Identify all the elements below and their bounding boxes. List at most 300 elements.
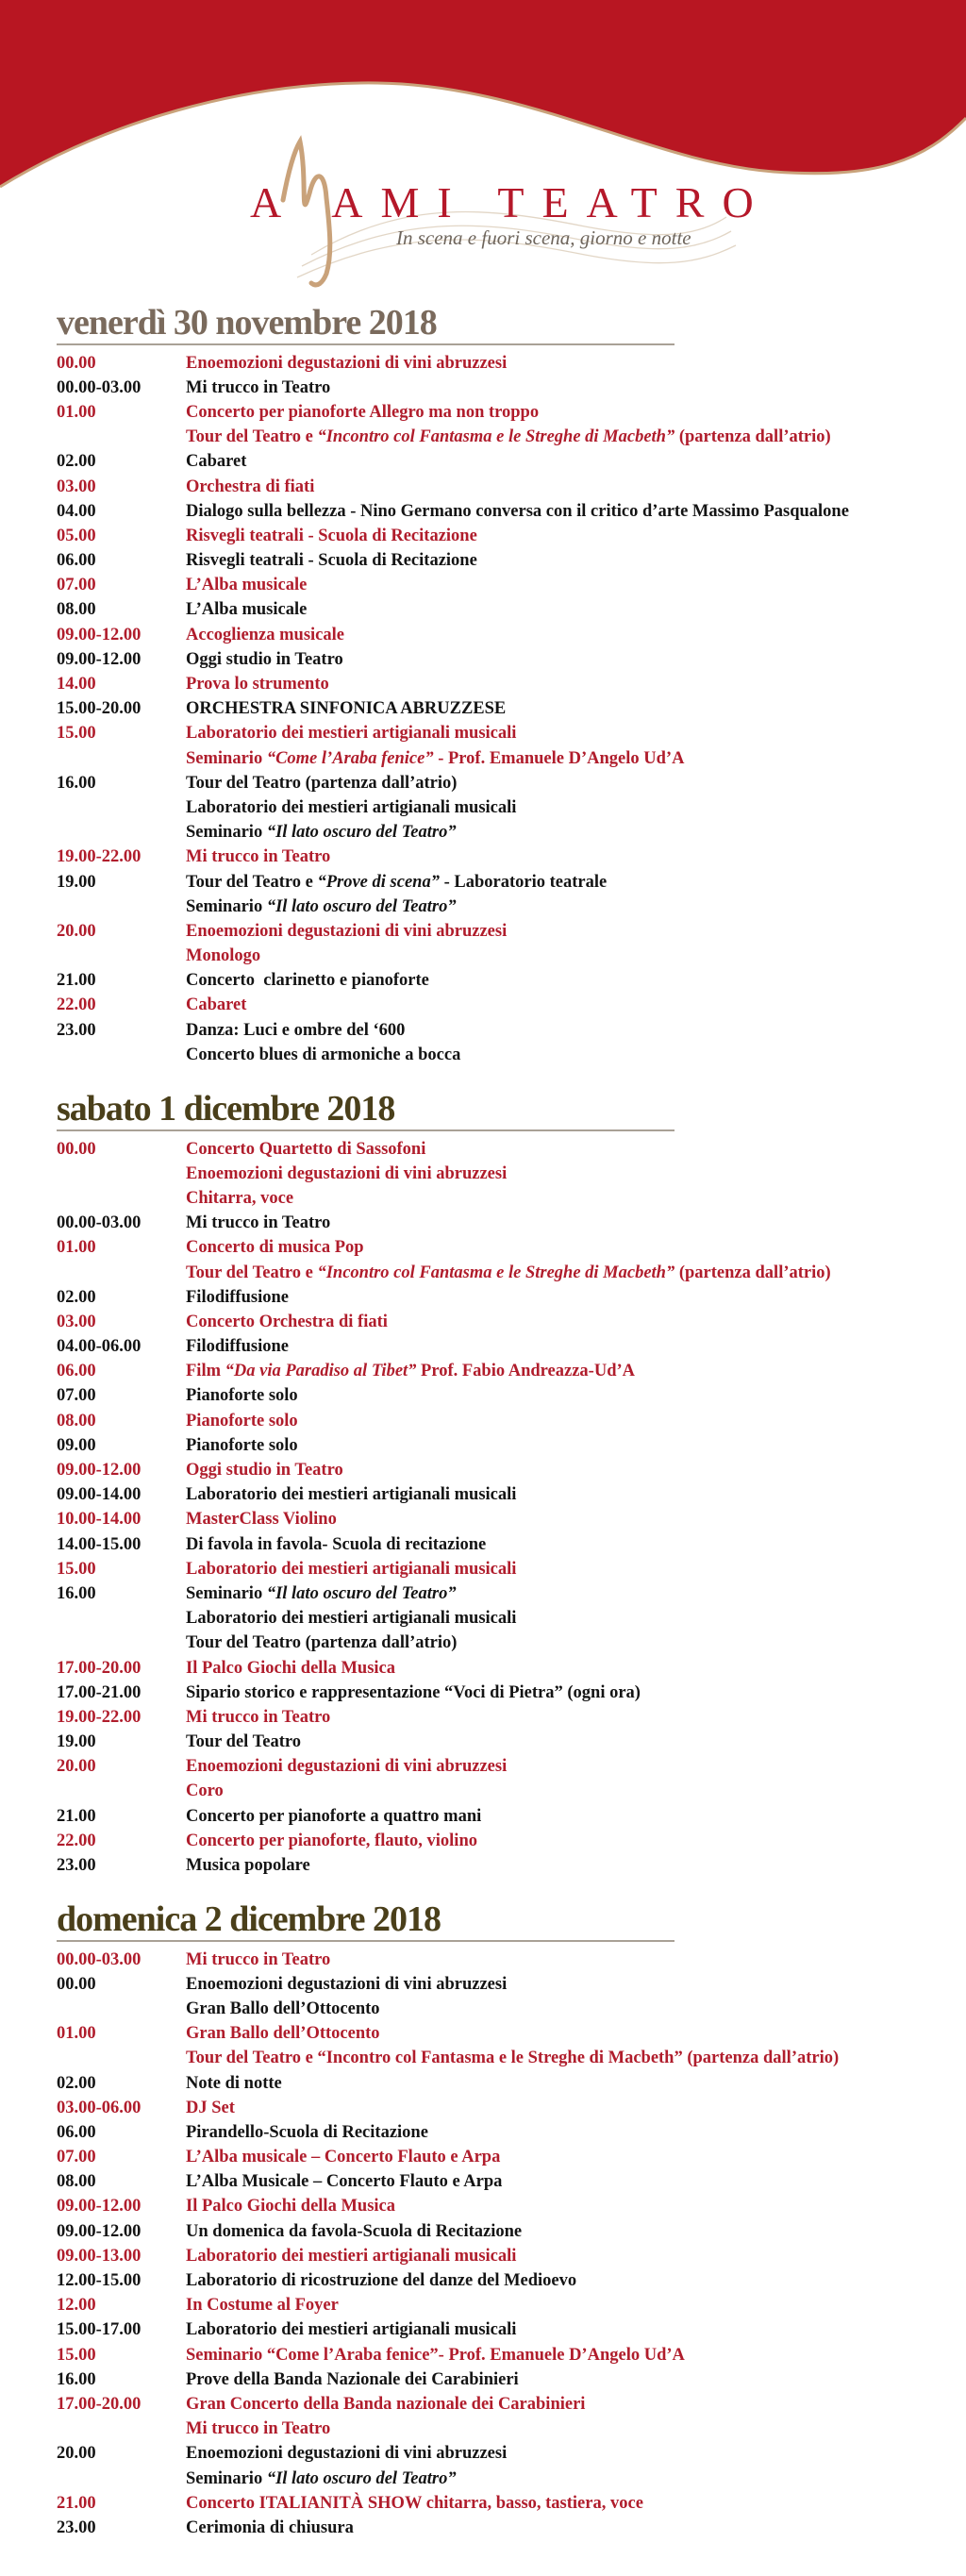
event-title xyxy=(186,477,314,497)
event-title-text: Gran Ballo dell’Ottocento xyxy=(186,1999,380,2018)
event-title xyxy=(186,995,246,1015)
schedule-row xyxy=(57,2318,906,2343)
day-heading: domenica 2 dicembre 2018 xyxy=(57,1899,441,1939)
event-title-text: Laboratorio dei mestieri artigianali musicali xyxy=(186,2246,517,2266)
schedule-row xyxy=(57,1212,906,1236)
event-title-text: Orchestra di fiati xyxy=(186,477,315,496)
event-title-text: L’Alba Musicale – Concerto Flauto e Arpa xyxy=(186,2172,503,2192)
event-title-text: Un domenica da favola-Scuola di Recitazione xyxy=(186,2221,523,2241)
schedule-row xyxy=(57,499,906,524)
schedule-row xyxy=(57,1043,906,1067)
event-title xyxy=(186,2494,643,2514)
event-title-text: Enoemozioni degustazioni di vini abruzzesi xyxy=(186,1974,508,1994)
event-title xyxy=(186,675,329,694)
event-title xyxy=(186,2296,339,2316)
event-title xyxy=(186,1263,831,1283)
schedule-row xyxy=(57,1433,906,1458)
event-title-text: Cerimonia di chiusura xyxy=(186,2517,354,2537)
event-title-text: Mi trucco in Teatro xyxy=(186,847,331,867)
schedule-row xyxy=(57,2195,906,2219)
schedule-row xyxy=(57,647,906,672)
event-title xyxy=(186,2419,330,2439)
schedule-row xyxy=(57,2491,906,2516)
event-title xyxy=(186,527,477,546)
event-title xyxy=(186,650,343,670)
schedule-row xyxy=(57,1972,906,1997)
event-title xyxy=(186,897,457,917)
event-title xyxy=(186,2148,500,2167)
schedule-row xyxy=(57,1681,906,1705)
event-title-suffix: - Prof. Emanuele D’Angelo Ud’A xyxy=(433,748,685,768)
event-time: 19.00 xyxy=(57,1732,96,1752)
day-section-sabato xyxy=(57,1088,906,1879)
event-title xyxy=(186,873,607,893)
event-title-text: ORCHESTRA SINFONICA ABRUZZESE xyxy=(186,699,507,719)
event-title-text: Risvegli teatrali - Scuola di Recitazione xyxy=(186,526,477,545)
event-title xyxy=(186,427,831,447)
event-title xyxy=(186,1313,388,1332)
event-time: 02.00 xyxy=(57,2073,96,2093)
event-title-text: Concerto ITALIANITÀ SHOW chitarra, basso, tastiera, voce xyxy=(186,2493,643,2513)
schedule-row xyxy=(57,450,906,475)
schedule-row xyxy=(57,1508,906,1532)
event-title xyxy=(186,2346,685,2366)
schedule-row xyxy=(57,1581,906,1606)
event-title-text: Pianoforte solo xyxy=(186,1435,298,1455)
event-title-quote: “Da via Paradiso al Tibet” xyxy=(225,1362,417,1381)
event-time: 15.00 xyxy=(57,2345,96,2365)
event-title-text: Concerto per pianoforte a quattro mani xyxy=(186,1806,482,1826)
schedule-row xyxy=(57,1310,906,1334)
event-title xyxy=(186,2444,507,2464)
schedule-row xyxy=(57,1186,906,1211)
schedule-row xyxy=(57,2219,906,2244)
day-heading: sabato 1 dicembre 2018 xyxy=(57,1089,395,1129)
event-time: 20.00 xyxy=(57,1757,96,1777)
event-title xyxy=(186,922,507,942)
schedule-row xyxy=(57,821,906,845)
event-title-text: Concerto di musica Pop xyxy=(186,1238,364,1258)
day-heading: venerdì 30 novembre 2018 xyxy=(57,303,437,343)
event-title xyxy=(186,2395,585,2415)
schedule-row xyxy=(57,2268,906,2293)
event-title xyxy=(186,1609,516,1629)
schedule-row xyxy=(57,1607,906,1631)
event-time: 08.00 xyxy=(57,600,96,620)
event-title xyxy=(186,626,344,645)
event-title xyxy=(186,1584,457,1604)
event-title xyxy=(186,1757,507,1777)
event-time: 19.00 xyxy=(57,872,96,892)
event-time: 21.00 xyxy=(57,971,96,991)
event-time: 02.00 xyxy=(57,452,96,472)
event-title-text: Enoemozioni degustazioni di vini abruzzesi xyxy=(186,1757,508,1777)
event-title xyxy=(186,1708,330,1728)
event-time: 23.00 xyxy=(57,1856,96,1876)
schedule-row xyxy=(57,1532,906,1557)
event-title xyxy=(186,1781,224,1801)
schedule-row xyxy=(57,722,906,746)
event-time: 03.00 xyxy=(57,477,96,496)
schedule-row xyxy=(57,2442,906,2467)
event-title-text: Filodiffusione xyxy=(186,1337,289,1357)
schedule-row xyxy=(57,795,906,820)
schedule-row xyxy=(57,994,906,1018)
event-title xyxy=(186,1535,486,1555)
event-title xyxy=(186,2370,519,2390)
event-time: 19.00-22.00 xyxy=(57,1707,142,1727)
event-title-text: Di favola in favola- Scuola di recitazione xyxy=(186,1534,487,1554)
event-title-text: Dialogo sulla bellezza - Nino Germano conversa con il critico d’arte Massimo Pasqualone xyxy=(186,501,849,521)
schedule-row xyxy=(57,1483,906,1508)
event-title-text: Laboratorio dei mestieri artigianali musicali xyxy=(186,1559,517,1579)
event-time: 16.00 xyxy=(57,2369,96,2389)
event-title-text: Tour del Teatro (partenza dall’atrio) xyxy=(186,1633,458,1653)
event-title xyxy=(186,1337,289,1357)
schedule-row xyxy=(57,623,906,647)
schedule-row xyxy=(57,2071,906,2096)
event-title-text: Filodiffusione xyxy=(186,1287,289,1307)
event-title-text: Gran Ballo dell’Ottocento xyxy=(186,2024,380,2044)
event-title xyxy=(186,2197,395,2216)
event-title-text: Mi trucco in Teatro xyxy=(186,1213,331,1233)
event-title-text: Enoemozioni degustazioni di vini abruzzesi xyxy=(186,1163,508,1183)
schedule-row xyxy=(57,1656,906,1681)
event-title xyxy=(186,1807,481,1827)
schedule-row xyxy=(57,574,906,598)
event-time: 02.00 xyxy=(57,1287,96,1307)
schedule-row xyxy=(57,1853,906,1878)
event-title xyxy=(186,2518,354,2538)
event-title-text: Gran Concerto della Banda nazionale dei Carabinieri xyxy=(186,2394,586,2414)
event-time: 09.00-12.00 xyxy=(57,2197,142,2216)
event-time: 07.00 xyxy=(57,1386,96,1406)
event-title xyxy=(186,354,507,374)
schedule-row xyxy=(57,2120,906,2145)
event-title-text: Seminario xyxy=(186,1583,267,1603)
event-title-text: Risvegli teatrali - Scuola di Recitazione xyxy=(186,551,477,571)
event-title-quote: “Incontro col Fantasma e le Streghe di Macbeth” xyxy=(317,1263,675,1282)
logo-title-rest: AMI TEATRO xyxy=(331,178,772,226)
event-title xyxy=(186,1560,516,1580)
schedule-row xyxy=(57,1360,906,1384)
schedule-row xyxy=(57,1236,906,1261)
event-title xyxy=(186,1999,380,2019)
event-time: 17.00-20.00 xyxy=(57,2394,142,2414)
event-title-text: Concerto per pianoforte Allegro ma non troppo xyxy=(186,402,540,422)
event-title xyxy=(186,749,684,769)
event-title xyxy=(186,699,506,719)
event-time: 14.00 xyxy=(57,675,96,694)
event-time: 12.00-15.00 xyxy=(57,2271,142,2291)
event-title xyxy=(186,1683,641,1703)
event-title-text: Enoemozioni degustazioni di vini abruzzesi xyxy=(186,921,508,941)
event-title-text: Laboratorio di ricostruzione del danze del Medioevo xyxy=(186,2271,577,2291)
event-time: 15.00-20.00 xyxy=(57,699,142,719)
event-time: 07.00 xyxy=(57,576,96,595)
event-title-text: Laboratorio dei mestieri artigianali musicali xyxy=(186,724,517,744)
schedule-row xyxy=(57,672,906,696)
event-title xyxy=(186,2247,516,2267)
event-time: 15.00 xyxy=(57,724,96,744)
event-time: 07.00 xyxy=(57,2148,96,2167)
event-time: 09.00 xyxy=(57,1435,96,1455)
event-title xyxy=(186,823,457,843)
event-time: 03.00 xyxy=(57,1312,96,1331)
event-title xyxy=(186,1436,298,1456)
event-title xyxy=(186,1975,507,1995)
event-title-text: Note di notte xyxy=(186,2073,282,2093)
schedule-row xyxy=(57,598,906,623)
event-title-text: Concerto Quartetto di Sassofoni xyxy=(186,1139,426,1159)
event-title-text: Prova lo strumento xyxy=(186,675,329,694)
schedule-row xyxy=(57,2294,906,2318)
schedule-row xyxy=(57,351,906,376)
event-title xyxy=(186,1732,301,1752)
event-title-suffix: - Laboratorio teatrale xyxy=(439,872,608,892)
event-title xyxy=(186,452,246,472)
event-title-text: Prove della Banda Nazionale dei Carabinieri xyxy=(186,2369,519,2389)
schedule-row xyxy=(57,1948,906,1972)
event-time: 08.00 xyxy=(57,1411,96,1430)
schedule-row xyxy=(57,1458,906,1482)
schedule-row xyxy=(57,1705,906,1730)
event-title-text: Accoglienza musicale xyxy=(186,625,344,644)
event-title-text: L’Alba musicale xyxy=(186,576,308,595)
event-title xyxy=(186,2469,457,2489)
schedule-row xyxy=(57,2244,906,2268)
event-title-suffix: (partenza dall’atrio) xyxy=(675,427,831,447)
event-title-text: Chitarra, voce xyxy=(186,1188,294,1208)
schedule-row xyxy=(57,845,906,870)
event-time: 06.00 xyxy=(57,551,96,571)
schedule-row xyxy=(57,870,906,895)
event-time: 09.00-12.00 xyxy=(57,1461,142,1480)
event-title xyxy=(186,600,307,620)
event-title xyxy=(186,1164,507,1184)
event-title xyxy=(186,1510,337,1530)
event-title xyxy=(186,1288,289,1308)
event-title-text: Enoemozioni degustazioni di vini abruzzesi xyxy=(186,2444,508,2464)
event-title xyxy=(186,2099,235,2118)
event-time: 17.00-21.00 xyxy=(57,1682,142,1702)
event-title-text: Oggi studio in Teatro xyxy=(186,649,343,669)
event-title-text: Laboratorio dei mestieri artigianali musicali xyxy=(186,2320,517,2340)
event-time: 09.00-12.00 xyxy=(57,2221,142,2241)
logo-title xyxy=(250,177,772,227)
schedule-row xyxy=(57,919,906,944)
event-time: 05.00 xyxy=(57,526,96,545)
event-time: 06.00 xyxy=(57,2122,96,2142)
event-time: 08.00 xyxy=(57,2172,96,2192)
event-title-quote: “Prove di scena” xyxy=(317,872,440,892)
event-time: 20.00 xyxy=(57,921,96,941)
event-time: 01.00 xyxy=(57,402,96,422)
event-time: 14.00-15.00 xyxy=(57,1534,142,1554)
header-wave-banner xyxy=(0,0,966,311)
event-title xyxy=(186,1238,364,1258)
event-title-text: Danza: Luci e ombre del ‘600 xyxy=(186,1020,406,1040)
event-title-text: Mi trucco in Teatro xyxy=(186,1949,331,1969)
schedule-row xyxy=(57,771,906,795)
event-time: 22.00 xyxy=(57,995,96,1015)
day-section-venerdi xyxy=(57,302,906,1067)
event-title xyxy=(186,2074,282,2094)
event-title-text: Concerto Orchestra di fiati xyxy=(186,1312,388,1331)
event-title xyxy=(186,378,330,398)
event-title xyxy=(186,1461,343,1480)
schedule-row xyxy=(57,426,906,450)
event-title-text: Laboratorio dei mestieri artigianali musicali xyxy=(186,797,517,817)
event-title-text: Coro xyxy=(186,1781,224,1801)
event-title-text: Tour del Teatro e xyxy=(186,427,318,447)
schedule-row xyxy=(57,2516,906,2540)
schedule-row xyxy=(57,2417,906,2442)
event-title-text: Pianoforte solo xyxy=(186,1411,298,1430)
event-title-text: Monologo xyxy=(186,946,261,966)
schedule-row xyxy=(57,969,906,994)
schedule-row xyxy=(57,1557,906,1581)
event-time: 23.00 xyxy=(57,1020,96,1040)
red-wave-shape xyxy=(0,0,966,187)
event-title xyxy=(186,2222,522,2242)
event-title xyxy=(186,1633,457,1653)
schedule-row xyxy=(57,1631,906,1656)
event-time: 21.00 xyxy=(57,1806,96,1826)
event-time: 22.00 xyxy=(57,1831,96,1850)
event-title-text: Tour del Teatro xyxy=(186,1732,302,1752)
schedule-row xyxy=(57,524,906,548)
event-time: 04.00 xyxy=(57,501,96,521)
schedule-row xyxy=(57,1755,906,1780)
schedule-row xyxy=(57,400,906,425)
schedule-row xyxy=(57,1137,906,1162)
schedule-row xyxy=(57,1829,906,1853)
schedule-row xyxy=(57,1261,906,1285)
event-title-text: Concerto clarinetto e pianoforte xyxy=(186,971,429,991)
event-time: 03.00-06.00 xyxy=(57,2098,142,2117)
event-title xyxy=(186,1140,425,1160)
event-title-text: Il Palco Giochi della Musica xyxy=(186,2197,395,2216)
event-time: 17.00-20.00 xyxy=(57,1658,142,1678)
event-time: 21.00 xyxy=(57,2493,96,2513)
event-title xyxy=(186,2024,380,2044)
event-title-quote: “Il lato oscuro del Teatro” xyxy=(266,1583,457,1603)
event-title xyxy=(186,2271,576,2291)
event-time: 00.00-03.00 xyxy=(57,377,142,397)
event-time: 06.00 xyxy=(57,1362,96,1381)
schedule-row xyxy=(57,1780,906,1804)
event-title xyxy=(186,724,516,744)
schedule-row xyxy=(57,1162,906,1186)
event-time: 12.00 xyxy=(57,2296,96,2316)
event-title xyxy=(186,946,260,966)
event-time: 00.00-03.00 xyxy=(57,1949,142,1969)
event-title-text: Seminario “Come l’Araba fenice”- Prof. Emanuele D’Angelo Ud’A xyxy=(186,2345,685,2365)
event-time: 09.00-13.00 xyxy=(57,2246,142,2266)
event-title xyxy=(186,1213,330,1233)
logo-tagline: In scena e fuori scena, giorno e notte xyxy=(396,226,691,249)
event-title xyxy=(186,1045,460,1065)
event-title xyxy=(186,971,429,991)
schedule-row xyxy=(57,746,906,771)
event-title xyxy=(186,1362,635,1381)
event-time: 23.00 xyxy=(57,2517,96,2537)
event-title-text: Il Palco Giochi della Musica xyxy=(186,1658,395,1678)
event-time: 10.00-14.00 xyxy=(57,1510,142,1530)
schedule-row xyxy=(57,895,906,919)
event-title-text: Mi trucco in Teatro xyxy=(186,2419,331,2439)
event-title-text: MasterClass Violino xyxy=(186,1510,337,1530)
schedule-row xyxy=(57,2343,906,2367)
schedule-row xyxy=(57,2146,906,2170)
event-title-text: Sipario storico e rappresentazione “Voci di Pietra” (ogni ora) xyxy=(186,1682,641,1702)
event-time: 01.00 xyxy=(57,1238,96,1258)
event-time: 00.00 xyxy=(57,1974,96,1994)
event-time: 00.00 xyxy=(57,1139,96,1159)
event-time: 09.00-12.00 xyxy=(57,649,142,669)
event-title-text: Pianoforte solo xyxy=(186,1386,298,1406)
event-time: 09.00-12.00 xyxy=(57,625,142,644)
event-time: 09.00-14.00 xyxy=(57,1485,142,1505)
event-title-text: Seminario xyxy=(186,823,267,843)
event-title xyxy=(186,1386,298,1406)
schedule-row xyxy=(57,475,906,499)
schedule-row xyxy=(57,549,906,574)
day-heading-rule xyxy=(57,343,675,345)
event-title-text: Musica popolare xyxy=(186,1856,310,1876)
event-title-text: Tour del Teatro e xyxy=(186,872,318,892)
schedule-row xyxy=(57,1384,906,1409)
event-time: 15.00-17.00 xyxy=(57,2320,142,2340)
event-time: 01.00 xyxy=(57,2024,96,2044)
schedule-row xyxy=(57,1285,906,1310)
event-time: 16.00 xyxy=(57,773,96,793)
event-title xyxy=(186,798,516,818)
event-time: 20.00 xyxy=(57,2444,96,2464)
event-title-quote: “Incontro col Fantasma e le Streghe di Macbeth” xyxy=(317,427,675,447)
event-title-text: In Costume al Foyer xyxy=(186,2296,339,2316)
event-title-text: Pirandello-Scuola di Recitazione xyxy=(186,2122,428,2142)
schedule-row xyxy=(57,1731,906,1755)
schedule-row xyxy=(57,1018,906,1043)
event-title-text: Cabaret xyxy=(186,995,247,1015)
logo-title-a: A xyxy=(250,178,300,226)
day-section-domenica xyxy=(57,1899,906,2541)
event-title-text: L’Alba musicale – Concerto Flauto e Arpa xyxy=(186,2148,501,2167)
event-title xyxy=(186,502,849,522)
event-title-text: Tour del Teatro e xyxy=(186,1263,318,1282)
event-title-text: Mi trucco in Teatro xyxy=(186,377,331,397)
event-title-text: Concerto per pianoforte, flauto, violino xyxy=(186,1831,477,1850)
schedule-row xyxy=(57,2170,906,2195)
event-title xyxy=(186,1832,477,1851)
schedule-row xyxy=(57,2392,906,2417)
event-time: 04.00-06.00 xyxy=(57,1337,142,1357)
schedule-row xyxy=(57,1997,906,2021)
event-title-text: Cabaret xyxy=(186,452,247,472)
schedule-row xyxy=(57,2467,906,2491)
schedule-row xyxy=(57,2022,906,2047)
event-title xyxy=(186,2123,428,2143)
event-title xyxy=(186,2049,839,2068)
event-title-text: Concerto blues di armoniche a bocca xyxy=(186,1045,461,1064)
event-title xyxy=(186,1412,298,1431)
event-title-text: Laboratorio dei mestieri artigianali musicali xyxy=(186,1609,517,1629)
event-title-quote: “Come l’Araba fenice” xyxy=(266,748,434,768)
schedule-row xyxy=(57,2096,906,2120)
event-title-quote: “Il lato oscuro del Teatro” xyxy=(266,2468,457,2488)
